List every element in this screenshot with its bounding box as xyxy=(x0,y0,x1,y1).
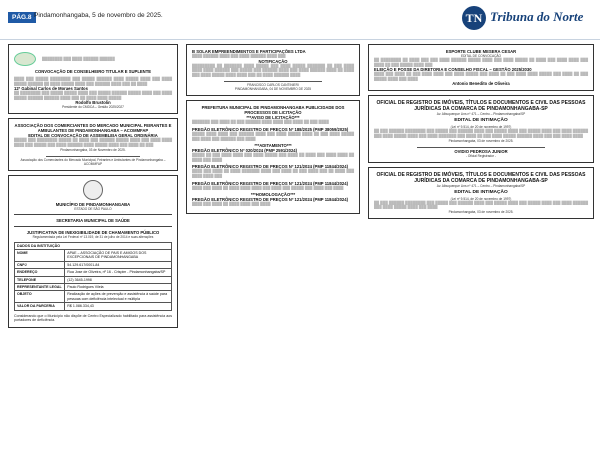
municipality-name: MUNICÍPIO DE PINDAMONHANGABA xyxy=(55,201,131,207)
dateline: Pindamonhangaba, 5 de novembro de 2025. xyxy=(34,12,163,19)
oficial-signer-name: OVIDIO PEDROSA JUNIOR xyxy=(454,148,508,154)
table-row: ENDEREÇO Rua Jose de Oliveira, nº 16 - Crispim - Pindamonhangaba/SP xyxy=(15,269,172,276)
assoc-signature: Associação dos Comerciantes do Mercado Municipal, Feirantes e Ambulantes de Pindamonhangaba – ACOMMFAP xyxy=(20,157,166,166)
aditamento-label: ***ADITAMENTO*** xyxy=(254,143,292,149)
convocacao-title: CONVOCAÇÃO DE CONSELHEIRO TITULAR E SUPLENTE xyxy=(34,69,152,74)
homologacao-label: ***HOMOLOGAÇÃO*** xyxy=(250,192,296,198)
oficial-notice-2: OFICIAL DE REGISTRO DE IMÓVEIS, TÍTULOS E DOCUMENTOS E CIVIL DAS PESSOAS JURÍDICAS DA COMARCA DE PINDAMONHANGABA-SP Av. Albuquerque Lins nº 471 – Centro – Pindamonhangaba/SP EDITAL DE INTIMAÇÃO (Lei nº 9.514, de 20 de novembro de 1997) ██ ███ ██████ ████████ ███ █████ ███ ██████ ████ ███ █████ ████ ███ █████ ████ ███ ████ ██████ ███ ████ █████ ████ ███ ████ Pindamonhangaba, 03 de novembro de 2025. xyxy=(368,167,594,219)
club-subtitle: EDITAL DE CONVOCAÇÃO xyxy=(460,54,502,58)
cmdca-masthead: ████████ ███ ████ ██████ ██████ xyxy=(14,52,172,66)
municipality-state: ESTADO DE SÃO PAULO xyxy=(74,206,112,211)
table-caption: DADOS DA INSTITUIÇÃO xyxy=(15,242,172,249)
aviso-licitacao: ***AVISO DE LICITAÇÃO*** xyxy=(246,115,300,121)
edital-date-1: Pindamonhangaba, 03 de novembro de 2025. xyxy=(448,138,514,143)
justificativa-subtitle: Regulamentada pela Lei Federal nº 13.019, de 31 de julho de 2014 e suas alterações xyxy=(32,234,154,239)
secretaria-name: SECRETARIA MUNICIPAL DE SAÚDE xyxy=(56,217,130,223)
signer-name: Rodolfo Brustolin xyxy=(75,100,111,106)
edital-title-2: EDITAL DE INTIMAÇÃO xyxy=(454,189,508,195)
prefeitura-title: PREFEITURA MUNICIPAL DE PINDAMONHANGABA PUBLICIDADE DOS PROCESSOS DE LICITAÇÃO xyxy=(201,105,345,116)
table-row: VALOR DA PARCERIA R$ 1.086.334,43 xyxy=(15,303,172,310)
notification-notice: B SOLAR EMPREENDIMENTOS E PARTICIPAÇÕES LTDA ████ ██████ ████ ███ ████ ██████ ████ ███ NOTIFICAÇÃO █████████ ██ ███████ ████ █████ ███ ████ █████ ███████ ██ ███ ████ ████ ████ ██████ ███ █████ ███ ██████ ████ ███ ████ ██████ ████ ██ ████ ███ ████ █████ ████ ████ ███ ██ ████ ██████ ████ FRANCISCO CARLOS CANTINIERI PINDAMONHANGABA, 04 DE NOVEMBRO DE 2025 xyxy=(186,44,360,96)
edital-law-2: (Lei nº 9.514, de 20 de novembro de 1997) xyxy=(450,196,512,201)
club-signer: Antonio Benedito de Oliveira xyxy=(452,81,510,87)
table-row: REPRESENTANTE LEGAL Paulo Rodrigues Vilela xyxy=(15,284,172,291)
cmc-label: 12ª Gabinal Carlos de Moraes Santos xyxy=(14,86,88,92)
page-tag: PÁG.8 xyxy=(8,12,36,23)
convocacao-notice: ████████ ███ ████ ██████ ██████ CONVOCAÇÃO DE CONSELHEIRO TITULAR E SUPLENTE ████ ███ █████ ████████ ███ █████ ██████ ████ █████ ████ ███ ████ █████ ██████ ██ ████ █████ ████ ███ ██████ ████ ███ ██ ████ 12ª Gabinal Carlos de Moraes Santos ██ ████████ ███ █████ █████ ████ ███ █████ ██████ █████ ████ ███ ████ █████ ██████ ██████ ████ ███ ██ ████ ████ █████ Rodolfo Brustolin Presidente do CMDCA – Gestão 2025/2027 xyxy=(8,44,178,114)
assoc-subtitle: EDITAL DE CONVOCAÇÃO DE ASSEMBLEIA GERAL ORDINÁRIA xyxy=(28,133,158,139)
oficial-address-2: Av. Albuquerque Lins nº 471 – Centro – Pindamonhangaba/SP xyxy=(436,183,526,188)
assoc-notice: ASSOCIAÇÃO DOS COMERCIANTES DO MERCADO MUNICIPAL FEIRANTES E AMBULANTES DE PINDAMONHANGABA – ACOMMFAP EDITAL DE CONVOCAÇÃO DE ASSEMBLEIA GERAL ORDINÁRIA █████ ███ ████████ █████ ██ ████ ███ ██████ █████ ████ ███ ████ ████ ████ ███ █████ ███ ████ ██████ ████ █████ ████ ███ ████ ██ ███ Pindamonhangaba, 03 de Novembro de 2025. Associação dos Comerciantes do Mercado Municipal, Feirantes e Ambulantes de Pindamonhangaba – ACOMMFAP xyxy=(8,118,178,170)
licitacao-notice: PREFEITURA MUNICIPAL DE PINDAMONHANGABA PUBLICIDADE DOS PROCESSOS DE LICITAÇÃO ***AVISO DE LICITAÇÃO*** ███████ ███ ████ ██ ███ ██████ ████ ████ ███ ████ ██ ███ ████ PREGÃO ELETRÔNICO REGISTRO DE PREÇOS Nº 188/2025 (PMP 38059/2025) █████ ████ ████ ███ ██████ ████ ███ ████ █████ ████ ██ ███ ████ █████ ███ ████ ███ ██████ ███ ████ ***ADITAMENTO*** PREGÃO ELETRÔNICO Nº 020/2024 (PMP 2591/2024) █████ ██ ███ ████ ████ ███ ████ █████ ███ ████ ██ ████ ███ ████ ████ ██ ████ ███ ████ PREGÃO ELETRÔNICO REGISTRO DE PREÇOS Nº 121/2024 (PMP 11844/2024) ████ ███ ████ ██ ████ ███████ ████ ███ ████ ██ ███ ████ ███ ██ ████ ███ ████ ████ ███ PREGÃO ELETRÔNICO REGISTRO DE PREÇOS Nº 121/2024 (PMP 11844/2024) ████ ███ ████ ██ ████ ████ ████ ███ ████ ███ █████ ███ ████ ███ ████ ***HOMOLOGAÇÃO*** PREGÃO ELETRÔNICO REGISTRO DE PREÇOS Nº 121/2024 (PMP 11844/2024) ████ ███ ████ ██ ████ ████ ███ ████ xyxy=(186,100,360,213)
edital-title-1: EDITAL DE INTIMAÇÃO xyxy=(454,118,508,124)
edital-date-2: Pindamonhangaba, 03 de novembro de 2025. xyxy=(448,209,514,214)
pregao-2: PREGÃO ELETRÔNICO Nº 020/2024 (PMP 2591/2024) xyxy=(192,148,298,154)
pregao-4: PREGÃO ELETRÔNICO REGISTRO DE PREÇOS Nº 121/2024 (PMP 11844/2024) xyxy=(192,180,348,186)
municipal-coat-of-arms-icon xyxy=(83,180,103,200)
oficial-title-1: OFICIAL DE REGISTRO DE IMÓVEIS, TÍTULOS E DOCUMENTOS E CIVIL DAS PESSOAS JURÍDICAS DA COMARCA DE PINDAMONHANGABA-SP xyxy=(376,100,586,113)
institution-table xyxy=(14,242,172,311)
club-notice: ESPORTE CLUBE MESERA CESAR EDITAL DE CONVOCAÇÃO ██ ████████ ██ ████ ███ ███ ████ ██████ █████ ████ ███ ████ █████ ██ ████ ███ ████ ████ ███ ████ ██ ███ █████ ████ ███ ELEIÇÃO E POSSE DA DIRETORIA E CONSELHO FISCAL – GESTÃO 2025/2030 ████ ███ ████ ██ ███ ████ ████ ███ ████ █████ ███ ████ ██ ███ ████ ████ █████ ███ ████ ██ ███ █████ ████ ███ ████ Antonio Benedito de Oliveira xyxy=(368,44,594,91)
table-row: TELEFONE (12) 3645-1998 xyxy=(15,276,172,283)
table-row: OBJETO Realização de ações de prevenção e assistência à saúde para pessoas com deficiência intelectual e múltipla xyxy=(15,291,172,303)
table-row: CNPJ 54.129.617/0001-84 xyxy=(15,261,172,268)
column-middle xyxy=(186,44,360,446)
oficial-signer-role: - Oficial Registrador - xyxy=(465,153,497,158)
pregao-3: PREGÃO ELETRÔNICO REGISTRO DE PREÇOS Nº 121/2024 (PMP 11844/2024) xyxy=(192,164,348,170)
brand-name: Tribuna do Norte xyxy=(490,9,584,24)
oficial-notice-1: OFICIAL DE REGISTRO DE IMÓVEIS, TÍTULOS E DOCUMENTOS E CIVIL DAS PESSOAS JURÍDICAS DA COMARCA DE PINDAMONHANGABA-SP Av. Albuquerque Lins nº 471 – Centro – Pindamonhangaba/SP EDITAL DE INTIMAÇÃO (Lei nº 9.514, de 20 de novembro de 1997) ██ ███ ██████ ████████ ███ █████ ███ ██████ ████ ███ █████ ████ ███ █████ ████ ███ ████ ██████ ███ ████ █████ ████ ███ ████ ███████ ███ ████ ██ ███ ████ █████ ██████ ████ ███ ███ ████ ████ Pindamonhangaba, 03 de novembro de 2025. OVIDIO PEDROSA JUNIOR - Oficial Registrador - xyxy=(368,95,594,162)
notice-date: PINDAMONHANGABA, 04 DE NOVEMBRO DE 2025 xyxy=(234,87,312,92)
notification-title: NOTIFICAÇÃO xyxy=(258,58,288,64)
signer-role: Presidente do CMDCA – Gestão 2025/2027 xyxy=(62,105,124,110)
newspaper-logo xyxy=(462,6,588,32)
justificativa-notice xyxy=(8,175,178,328)
club-title: ESPORTE CLUBE MESERA CESAR xyxy=(445,49,517,54)
oficial-title-2: OFICIAL DE REGISTRO DE IMÓVEIS, TÍTULOS E DOCUMENTOS E CIVIL DAS PESSOAS JURÍDICAS DA COMARCA DE PINDAMONHANGABA-SP xyxy=(376,171,586,184)
oficial-address-1: Av. Albuquerque Lins nº 471 – Centro – Pindamonhangaba/SP xyxy=(436,112,526,117)
table-row: NOME APAE – ASSOCIAÇÃO DE PAIS E AMIGOS DOS EXCEPCIONAIS DE PINDAMONHANGABA xyxy=(15,249,172,261)
notice-signer: FRANCISCO CARLOS CANTINIERI xyxy=(247,83,299,88)
edital-law-1: (Lei nº 9.514, de 20 de novembro de 1997) xyxy=(450,125,512,130)
pregao-5: PREGÃO ELETRÔNICO REGISTRO DE PREÇOS Nº 121/2024 (PMP 11844/2024) xyxy=(192,197,348,203)
column-left xyxy=(8,44,178,446)
closing-text: Considerando que o Município não dispõe de Centro Especializado habilitado para assistência aos portadores de deficiência. xyxy=(14,313,172,323)
assoc-date: Pindamonhangaba, 03 de Novembro de 2025. xyxy=(60,147,126,152)
justificativa-title: JUSTIFICATIVA DE INEXIGIBILIDADE DE CHAMAMENTO PÚBLICO xyxy=(26,229,160,235)
page-header xyxy=(0,0,600,40)
pregao-1: PREGÃO ELETRÔNICO REGISTRO DE PREÇOS Nº 188/2025 (PMP 38059/2025) xyxy=(192,126,349,132)
logo-mark-icon: TN xyxy=(462,6,486,30)
company-name: B SOLAR EMPREENDIMENTOS E PARTICIPAÇÕES LTDA xyxy=(192,49,306,54)
column-right xyxy=(368,44,594,446)
cmdca-seal-icon xyxy=(14,52,36,66)
assoc-title: ASSOCIAÇÃO DOS COMERCIANTES DO MERCADO MUNICIPAL FEIRANTES E AMBULANTES DE PINDAMONHANGABA – ACOMMFAP xyxy=(14,123,172,134)
election-title: ELEIÇÃO E POSSE DA DIRETORIA E CONSELHO FISCAL – GESTÃO 2025/2030 xyxy=(374,67,532,73)
